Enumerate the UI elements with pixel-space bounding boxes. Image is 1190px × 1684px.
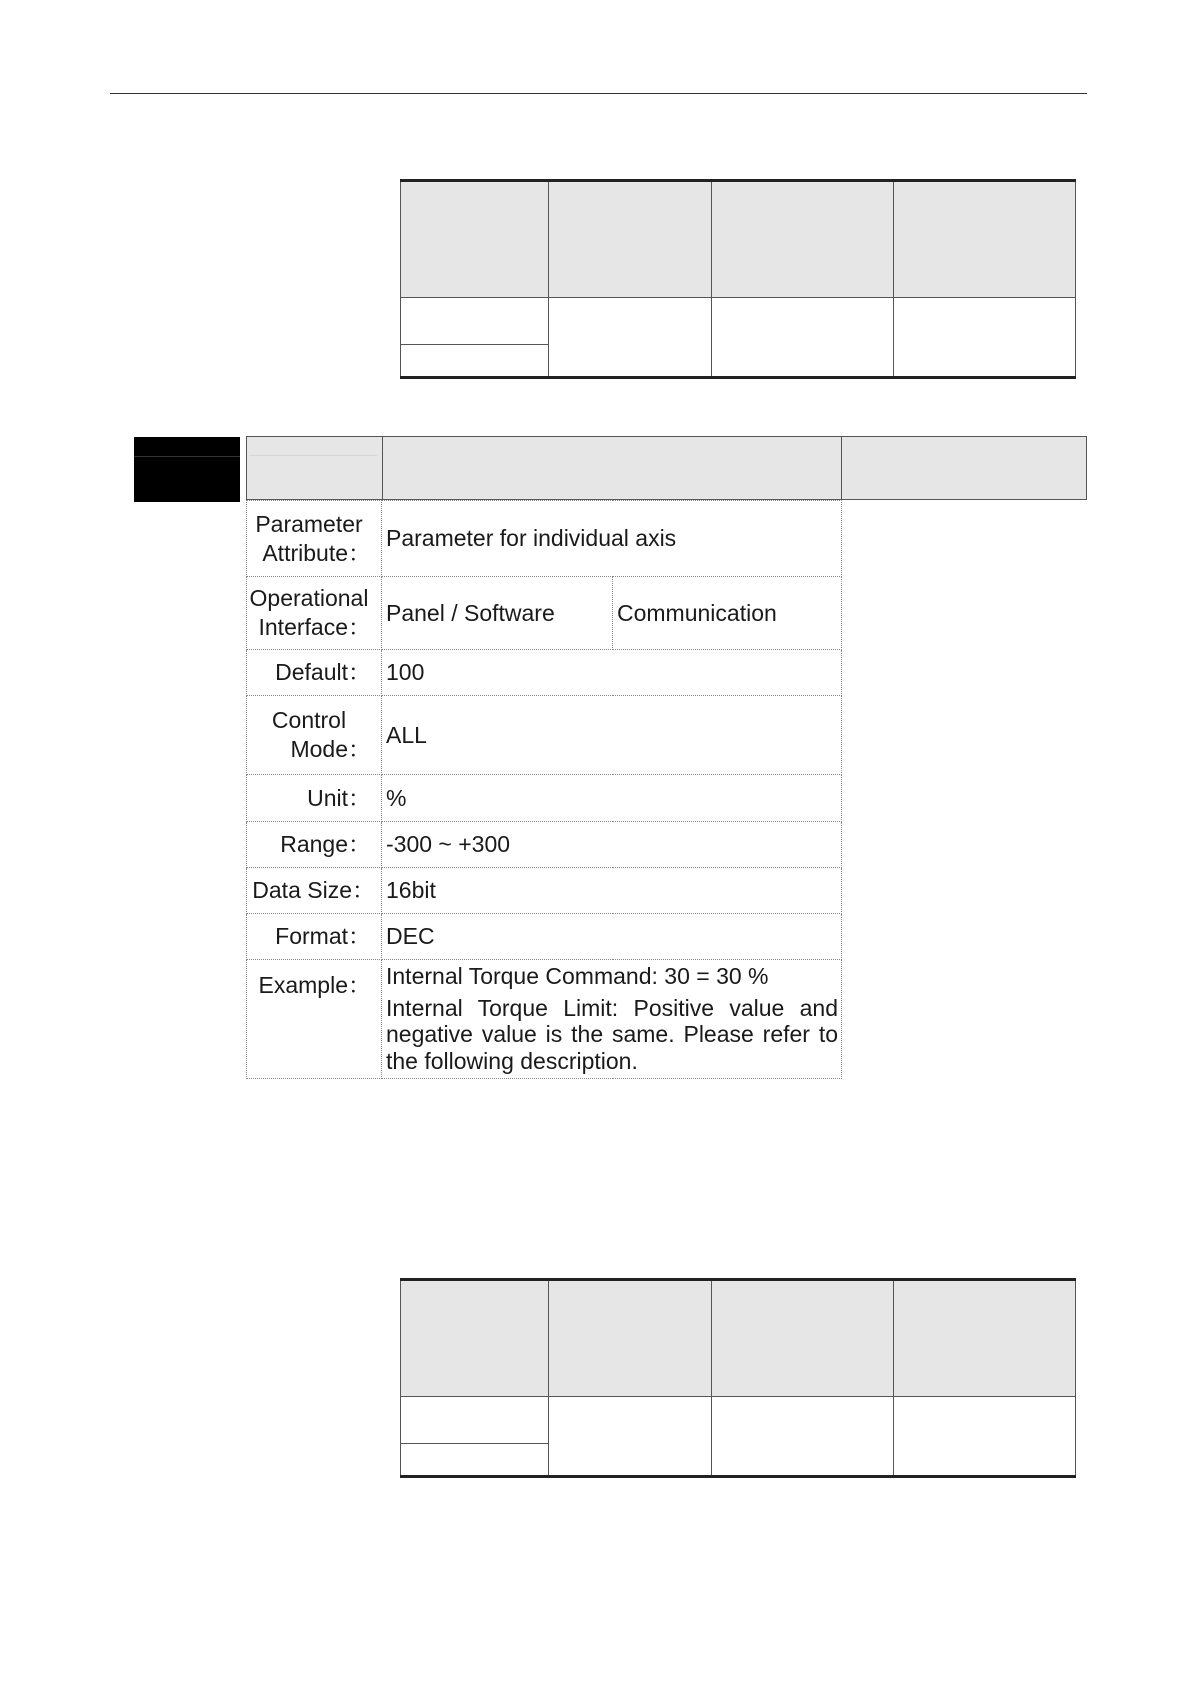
format-label: Format： [247,914,382,960]
parameter-header-bar [246,436,1087,500]
range-label: Range： [247,822,382,868]
interface-label-line2: Interface： [258,614,371,640]
table-row [247,822,842,868]
table-cell [894,1280,1076,1397]
example-line1: Internal Torque Command: 30 = 30 % [386,963,769,989]
table-cell [401,1397,549,1444]
parameter-attribute-table [246,500,842,1079]
interface-value-panel: Panel / Software [382,577,613,650]
attribute-label-line2: Attribute： [262,539,371,566]
control-mode-label [247,696,382,775]
example-value [382,960,842,1079]
page-header-rule [110,93,1087,94]
lower-grey-table [400,1278,1076,1478]
table-row [247,775,842,822]
table-cell [712,1397,894,1477]
data-size-value: 16bit [382,868,842,914]
table-cell [401,181,549,298]
unit-value: % [382,775,842,822]
parameter-tab-marker [134,437,240,502]
table-cell [401,1280,549,1397]
attribute-value: Parameter for individual axis [382,501,842,577]
data-size-label: Data Size： [247,868,382,914]
table-row [247,914,842,960]
table-row [247,501,842,577]
table-cell [894,181,1076,298]
default-label: Default： [247,650,382,696]
table-cell [894,298,1076,378]
table-row [401,1397,1076,1444]
interface-label [247,577,382,650]
example-label: Example： [247,960,382,1079]
table-row [247,696,842,775]
table-cell [549,1397,712,1477]
default-value: 100 [382,650,842,696]
table-cell [401,345,549,378]
table-cell [549,1280,712,1397]
control-mode-label-line1: Control [271,707,347,734]
table-cell [401,1444,549,1477]
unit-label: Unit： [247,775,382,822]
attribute-label [247,501,382,577]
table-cell [712,298,894,378]
example-line2: Internal Torque Limit: Positive value and negative value is the same. Please refer to the following description. [386,994,838,1074]
table-row [247,960,842,1079]
table-row [247,577,842,650]
table-cell [712,1280,894,1397]
table-cell [549,298,712,378]
table-row [401,298,1076,345]
table-row [401,181,1076,298]
table-row [247,650,842,696]
format-value: DEC [382,914,842,960]
range-value: -300 ~ +300 [382,822,842,868]
table-cell [894,1397,1076,1477]
table-cell [712,181,894,298]
table-row [401,1280,1076,1397]
table-row [247,868,842,914]
table-cell [549,181,712,298]
upper-grey-table [400,179,1076,379]
interface-label-line1: Operational [249,585,369,612]
control-mode-label-line2: Mode： [290,736,371,762]
attribute-label-line1: Parameter [255,510,363,537]
interface-value-communication: Communication [613,577,842,650]
control-mode-value: ALL [382,696,842,775]
table-cell [401,298,549,345]
